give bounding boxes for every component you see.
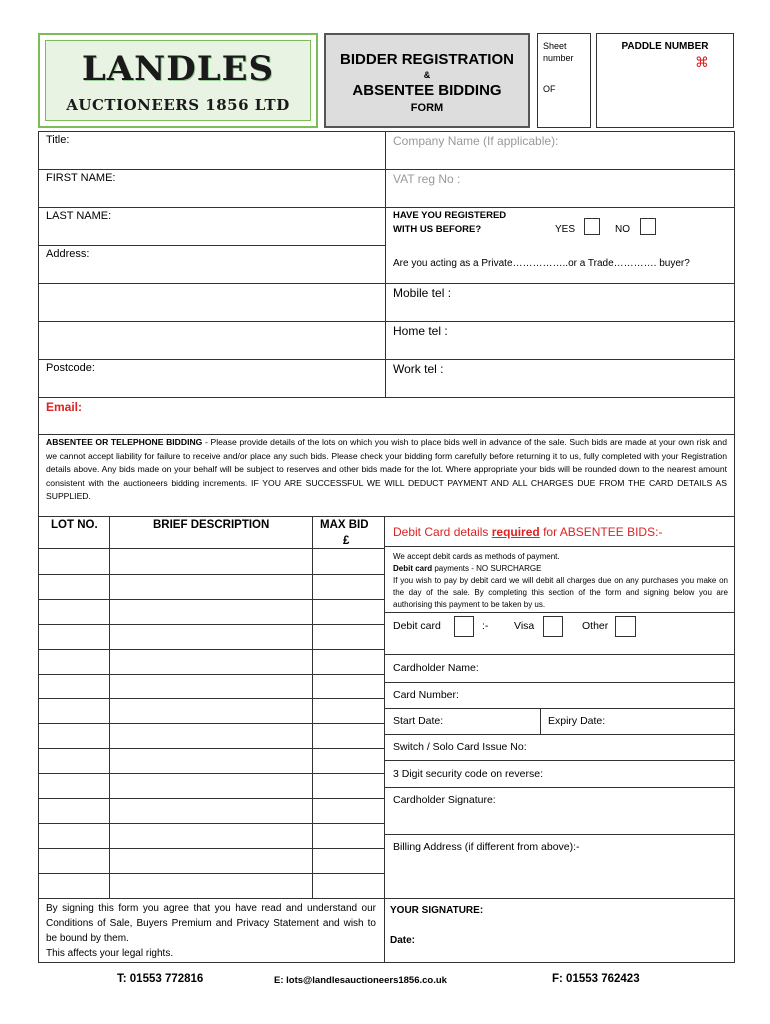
registered-question-1: HAVE YOU REGISTERED	[393, 210, 507, 221]
divider	[38, 169, 735, 170]
start-date-field[interactable]: Start Date:	[393, 715, 444, 727]
registered-question-2: WITH US BEFORE?	[393, 224, 482, 235]
expiry-date-field[interactable]: Expiry Date:	[548, 715, 606, 727]
card-info-1: We accept debit cards as methods of payment.	[393, 552, 560, 561]
no-label: NO	[615, 224, 630, 235]
debit-card-heading-pre: Debit Card details	[393, 525, 492, 539]
email-field[interactable]: Email:	[46, 400, 83, 414]
private-trade-field[interactable]: Are you acting as a Private……………..or a Trade…………. buyer?	[393, 258, 690, 269]
divider	[384, 898, 735, 899]
form-title-box	[324, 33, 530, 128]
yes-label: YES	[555, 224, 576, 235]
title-line-1: BIDDER REGISTRATION	[340, 51, 514, 68]
description-header: BRIEF DESCRIPTION	[153, 519, 270, 531]
lot-row-line	[38, 823, 385, 824]
vat-reg-field[interactable]: VAT reg No :	[393, 172, 461, 186]
no-surcharge-text: payments - NO SURCHARGE	[432, 564, 542, 573]
other-card-checkbox[interactable]	[615, 616, 636, 637]
absentee-text: - Please provide details of the lots on which you wish to place bids well in advance of the sale. Such bids are made at your own risk and we cannot accept liability for failure to receive and/or place any such bids. Please check your bidding form carefully before returning it to us, fully completed with your Registration details above. Any bids made on your behalf will be subject to reserves and other bids made for the lot. Where appropriate your bids will be rounded down to the nearest amount consistent with the auctioneers bidding increments. IF YOU ARE SUCCESSFUL WE WILL DEDUCT PAYMENT AND ALL CHARGES DUE FROM THE CARD DETAILS AS SUPPLIED.	[46, 437, 727, 502]
lot-no-header: LOT NO.	[51, 519, 98, 531]
currency-label: £	[343, 535, 350, 547]
address-field[interactable]: Address:	[46, 248, 90, 260]
registered-no-checkbox[interactable]	[640, 218, 656, 235]
work-tel-field[interactable]: Work tel :	[393, 362, 444, 376]
lot-row-line	[38, 723, 385, 724]
debit-separator: :-	[482, 620, 489, 632]
divider	[38, 434, 735, 435]
cardholder-signature-field[interactable]: Cardholder Signature:	[393, 794, 496, 806]
home-tel-field[interactable]: Home tel :	[393, 324, 448, 338]
lot-row-line	[38, 748, 385, 749]
footer-telephone: T: 01553 772816	[117, 973, 204, 985]
divider	[38, 397, 735, 398]
lot-row-line	[38, 548, 385, 549]
legal-rights-text: This affects your legal rights.	[46, 948, 174, 959]
divider	[385, 131, 386, 397]
divider	[384, 708, 735, 709]
divider	[384, 760, 735, 761]
title-ampersand: &	[423, 70, 431, 80]
divider	[38, 207, 735, 208]
title-line-3: FORM	[410, 102, 444, 114]
lot-row-line	[38, 873, 385, 874]
lot-row-line	[38, 773, 385, 774]
command-key-icon: ⌘	[695, 54, 709, 70]
card-info-3: If you wish to pay by debit card we will debit all charges due on any purchases you make on the day of the sale. By completing this section of the form and signing below you are authorising this payment to be taken by us.	[393, 576, 728, 609]
sheet-label: Sheet	[543, 41, 567, 51]
divider	[384, 834, 735, 835]
cardholder-name-field[interactable]: Cardholder Name:	[393, 662, 479, 674]
debit-card-bold: Debit card	[393, 564, 433, 573]
debit-card-heading	[393, 525, 662, 539]
divider	[384, 654, 735, 655]
lot-row-line	[38, 848, 385, 849]
divider	[38, 359, 735, 360]
issue-number-field[interactable]: Switch / Solo Card Issue No:	[393, 741, 527, 753]
divider	[384, 787, 735, 788]
card-info-2	[393, 563, 728, 575]
security-code-field[interactable]: 3 Digit security code on reverse:	[393, 768, 543, 780]
divider	[38, 283, 735, 284]
footer-fax: F: 01553 762423	[552, 973, 640, 985]
paddle-number-box[interactable]	[596, 33, 734, 128]
absentee-heading: ABSENTEE OR TELEPHONE BIDDING	[46, 437, 203, 447]
lot-row-line	[38, 698, 385, 699]
debit-card-checkbox[interactable]	[454, 616, 474, 637]
logo-title: LANDLES	[81, 49, 275, 89]
required-label: required	[491, 525, 540, 539]
divider	[384, 612, 735, 613]
signing-agreement: By signing this form you agree that you have read and understand our Conditions of Sale, Buyers Premium and Privacy Statement and wish to be bound by them.	[46, 903, 376, 944]
sheet-number-label: number	[543, 53, 574, 63]
lot-row-line	[38, 649, 385, 650]
divider	[540, 708, 541, 734]
divider	[384, 682, 735, 683]
sheet-number-box[interactable]	[537, 33, 591, 128]
title-line-2: ABSENTEE BIDDING	[352, 82, 502, 99]
logo-panel	[45, 40, 311, 121]
divider	[38, 245, 385, 246]
paddle-number-label: PADDLE NUMBER	[621, 41, 709, 52]
logo-subtitle: AUCTIONEERS 1856 LTD	[66, 96, 290, 114]
lot-row-line	[38, 798, 385, 799]
footer-email[interactable]: E: lots@landlesauctioneers1856.co.uk	[274, 975, 447, 986]
company-name-field[interactable]: Company Name (If applicable):	[393, 134, 559, 148]
max-bid-header: MAX BID	[320, 519, 369, 531]
first-name-field[interactable]: FIRST NAME:	[46, 172, 116, 184]
absentee-bidding-notice	[46, 436, 727, 504]
title-field[interactable]: Title:	[46, 134, 70, 146]
divider	[384, 734, 735, 735]
visa-label: Visa	[514, 620, 535, 632]
debit-card-heading-post: for ABSENTEE BIDS:-	[539, 525, 663, 539]
lot-row-line	[38, 599, 385, 600]
mobile-tel-field[interactable]: Mobile tel :	[393, 286, 452, 300]
registered-yes-checkbox[interactable]	[584, 218, 600, 235]
postcode-field[interactable]: Postcode:	[46, 362, 95, 374]
billing-address-field[interactable]: Billing Address (if different from above):-	[393, 841, 580, 853]
divider	[38, 321, 735, 322]
visa-checkbox[interactable]	[543, 616, 563, 637]
lot-row-line	[38, 624, 385, 625]
divider	[38, 898, 385, 899]
other-label: Other	[582, 620, 609, 632]
debit-card-label: Debit card	[393, 620, 441, 632]
signing-agreement-text	[46, 901, 376, 961]
last-name-field[interactable]: LAST NAME:	[46, 210, 112, 222]
lot-row-line	[38, 574, 385, 575]
card-number-field[interactable]: Card Number:	[393, 689, 459, 701]
lot-row-line	[38, 674, 385, 675]
divider	[384, 516, 385, 963]
sheet-of-label: OF	[543, 84, 556, 94]
form-frame	[38, 131, 735, 963]
date-field[interactable]: Date:	[390, 935, 416, 946]
divider	[38, 516, 735, 517]
your-signature-field[interactable]: YOUR SIGNATURE:	[390, 905, 484, 916]
company-logo	[38, 33, 318, 128]
divider	[384, 546, 735, 547]
